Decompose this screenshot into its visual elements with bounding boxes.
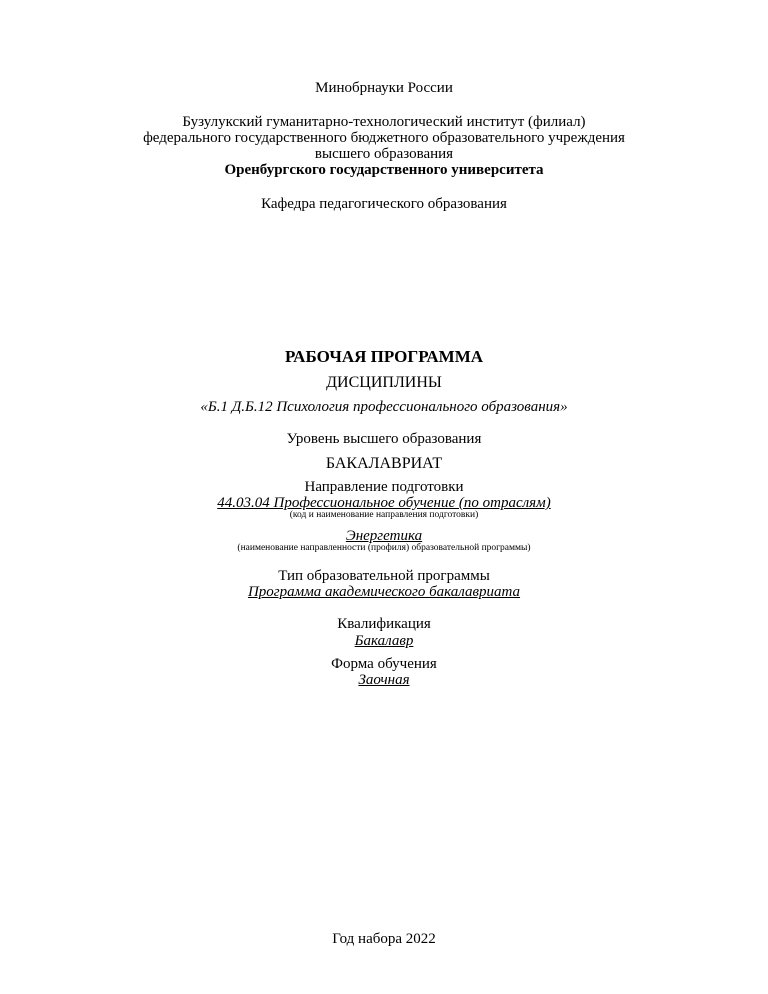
institute-line-3: высшего образования [314,146,454,162]
study-form-label: Форма обучения [331,656,437,672]
institute-line-2: федерального государственного бюджетного образовательного учреждения [143,130,625,146]
document-title: РАБОЧАЯ ПРОГРАММА [284,347,484,366]
education-level-value: БАКАЛАВРИАТ [325,455,443,472]
profile-value: Энергетика [345,528,423,544]
qualification-value: Бакалавр [354,633,414,649]
ministry-name: Минобрнауки России [315,80,453,96]
discipline-name: «Б.1 Д.Б.12 Психология профессионального образования» [200,399,568,415]
education-level-label: Уровень высшего образования [286,431,482,447]
program-type-label: Тип образовательной программы [278,568,490,584]
program-type-value: Программа академического бакалавриата [247,584,521,600]
department-name: Кафедра педагогического образования [261,196,507,212]
university-name: Оренбургского государственного университета [224,162,544,178]
direction-label: Направление подготовки [304,479,464,495]
direction-value: 44.03.04 Профессиональное обучение (по отраслям) [217,495,551,511]
profile-caption: (наименование направленности (профиля) образовательной программы) [237,543,531,553]
document-subtitle: ДИСЦИПЛИНЫ [326,374,442,391]
qualification-label: Квалификация [337,616,431,632]
direction-caption: (код и наименование направления подготовки) [289,510,479,520]
study-form-value: Заочная [358,672,410,688]
institute-line-1: Бузулукский гуманитарно-технологический институт (филиал) [182,114,586,130]
enrollment-year: Год набора 2022 [332,931,436,947]
